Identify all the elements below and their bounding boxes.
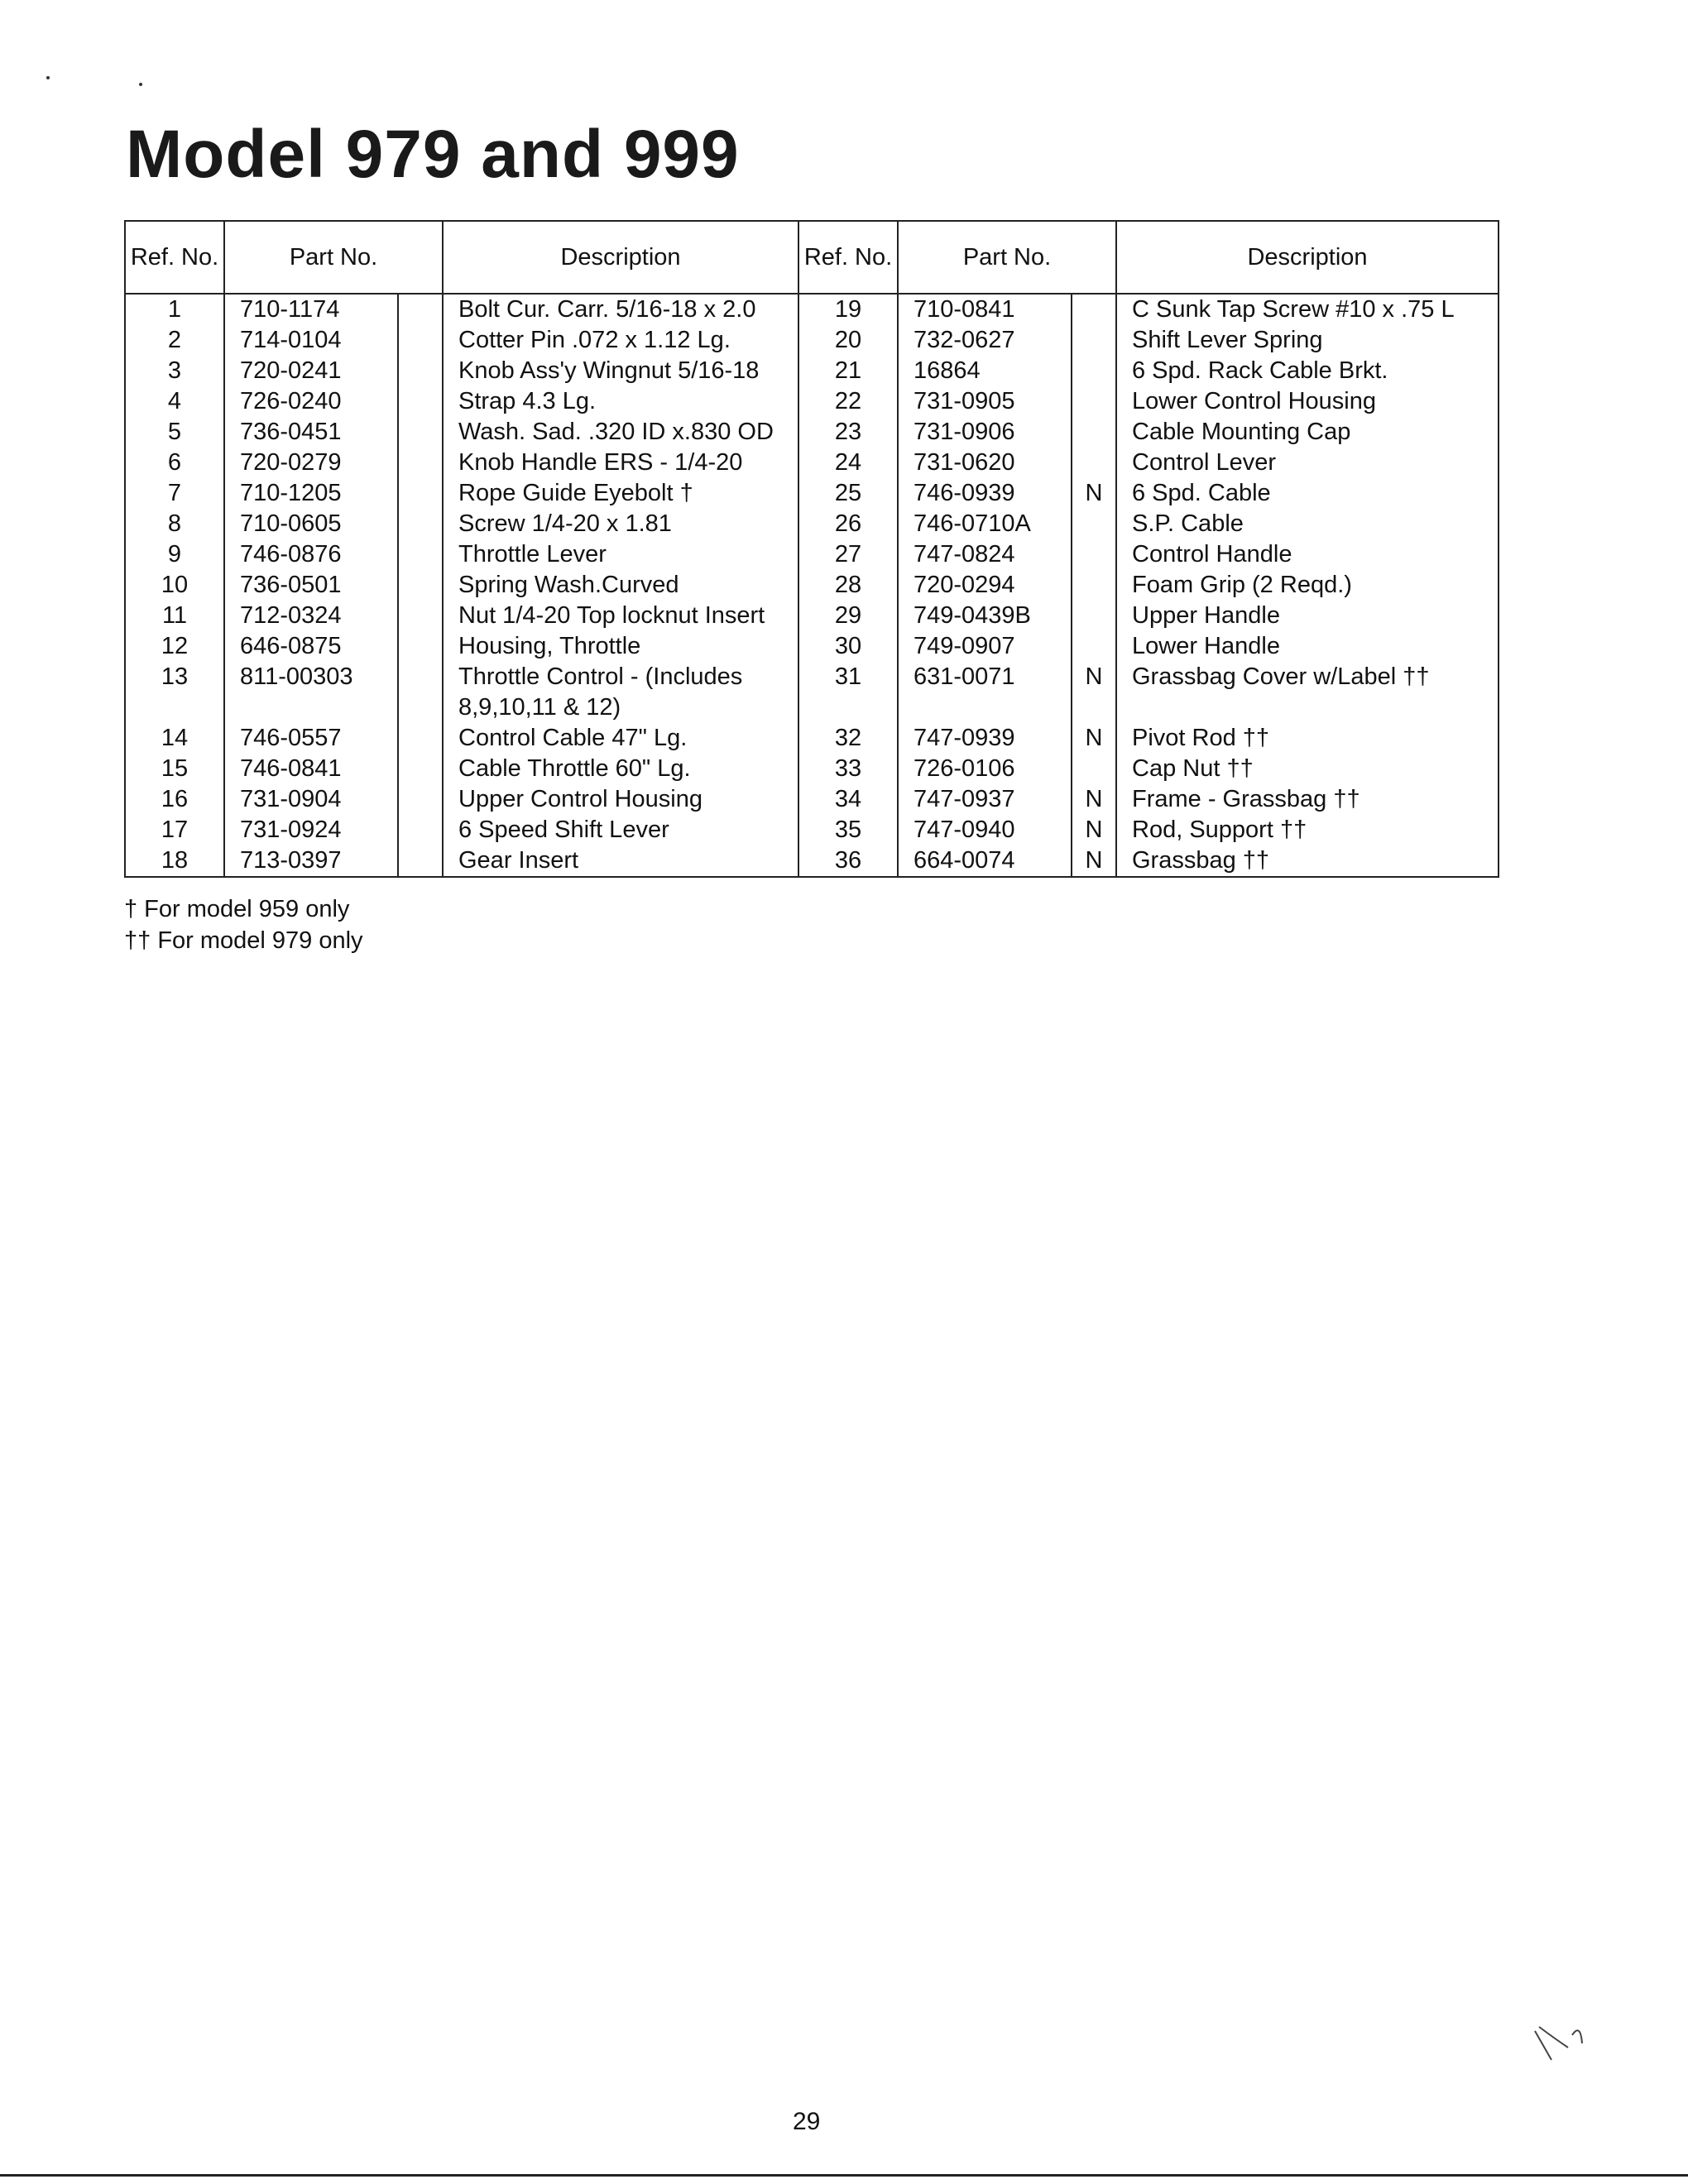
part-no-cell: 747-0937 [898, 784, 1072, 815]
new-part-flag-cell [398, 815, 443, 845]
part-no-cell: 720-0279 [224, 448, 398, 478]
description-cell: Lower Handle [1116, 631, 1499, 662]
description-cell: Grassbag †† [1116, 845, 1499, 877]
description-cell: Lower Control Housing [1116, 386, 1499, 417]
bottom-rule [0, 2174, 1688, 2177]
ref-no-cell: 16 [125, 784, 224, 815]
new-part-flag-cell [398, 448, 443, 478]
part-no-cell: 746-0710A [898, 509, 1072, 539]
new-part-flag-cell: N [1072, 662, 1116, 723]
table-row [125, 448, 1499, 478]
description-cell: 6 Spd. Rack Cable Brkt. [1116, 356, 1499, 386]
handwritten-mark [1531, 2019, 1597, 2076]
part-no-header: Part No. [898, 221, 1116, 294]
new-part-flag-cell [398, 539, 443, 570]
new-part-flag-cell [398, 662, 443, 723]
ref-no-cell: 34 [798, 784, 898, 815]
new-part-flag-cell [1072, 448, 1116, 478]
table-header-row [125, 221, 1499, 294]
ref-no-cell: 31 [798, 662, 898, 723]
ref-no-cell: 27 [798, 539, 898, 570]
table-row [125, 601, 1499, 631]
part-no-header: Part No. [224, 221, 443, 294]
ref-no-cell: 30 [798, 631, 898, 662]
part-no-cell: 714-0104 [224, 325, 398, 356]
description-cell [443, 784, 798, 815]
new-part-flag-cell [398, 601, 443, 631]
ref-no-cell: 14 [125, 723, 224, 754]
ref-no-cell: 23 [798, 417, 898, 448]
footnote-single-dagger: † For model 959 only [124, 896, 350, 922]
part-no-cell: 710-0605 [224, 509, 398, 539]
new-part-flag-cell [398, 417, 443, 448]
description-line: Nut 1/4-20 Top locknut Insert [458, 602, 765, 629]
description-cell: Control Handle [1116, 539, 1499, 570]
ref-no-cell: 33 [798, 754, 898, 784]
table-row [125, 845, 1499, 877]
description-cell: Cable Mounting Cap [1116, 417, 1499, 448]
description-cell: Grassbag Cover w/Label †† [1116, 662, 1499, 723]
new-part-flag-cell: N [1072, 815, 1116, 845]
part-no-cell: 726-0240 [224, 386, 398, 417]
ref-no-cell: 29 [798, 601, 898, 631]
part-no-cell: 16864 [898, 356, 1072, 386]
description-cell [443, 601, 798, 631]
new-part-flag-cell: N [1072, 784, 1116, 815]
part-no-cell: 710-1174 [224, 294, 398, 325]
ref-no-cell: 24 [798, 448, 898, 478]
ref-no-cell: 28 [798, 570, 898, 601]
description-cell: S.P. Cable [1116, 509, 1499, 539]
new-part-flag-cell [398, 325, 443, 356]
description-cell: Foam Grip (2 Reqd.) [1116, 570, 1499, 601]
parts-table [124, 220, 1499, 878]
description-line: Cable Throttle 60" Lg. [458, 755, 691, 782]
part-no-cell: 746-0841 [224, 754, 398, 784]
description-cell: Frame - Grassbag †† [1116, 784, 1499, 815]
new-part-flag-cell [1072, 417, 1116, 448]
new-part-flag-cell [398, 754, 443, 784]
description-cell [443, 386, 798, 417]
table-row [125, 570, 1499, 601]
description-line: Wash. Sad. .320 ID x.830 OD [458, 419, 774, 445]
part-no-cell: 713-0397 [224, 845, 398, 877]
part-no-cell: 710-0841 [898, 294, 1072, 325]
new-part-flag-cell [398, 294, 443, 325]
table-row [125, 631, 1499, 662]
description-cell: Upper Handle [1116, 601, 1499, 631]
table-row [125, 509, 1499, 539]
new-part-flag-cell [398, 631, 443, 662]
description-cell: Pivot Rod †† [1116, 723, 1499, 754]
ref-no-cell: 3 [125, 356, 224, 386]
new-part-flag-cell [1072, 325, 1116, 356]
description-cell [443, 325, 798, 356]
part-no-cell: 731-0906 [898, 417, 1072, 448]
description-line-continued: 8,9,10,11 & 12) [458, 694, 621, 721]
new-part-flag-cell [1072, 509, 1116, 539]
description-line: Gear Insert [458, 847, 579, 874]
description-line: Rope Guide Eyebolt † [458, 480, 693, 506]
ref-no-header: Ref. No. [125, 221, 224, 294]
part-no-cell: 749-0439B [898, 601, 1072, 631]
new-part-flag-cell [398, 356, 443, 386]
part-no-cell: 747-0824 [898, 539, 1072, 570]
description-cell: Rod, Support †† [1116, 815, 1499, 845]
ref-no-cell: 20 [798, 325, 898, 356]
description-line: Throttle Lever [458, 541, 607, 568]
footnotes [124, 893, 363, 956]
description-line: Screw 1/4-20 x 1.81 [458, 510, 672, 537]
new-part-flag-cell [398, 478, 443, 509]
part-no-cell: 732-0627 [898, 325, 1072, 356]
ref-no-cell: 21 [798, 356, 898, 386]
table-row [125, 417, 1499, 448]
table-row [125, 325, 1499, 356]
ref-no-cell: 18 [125, 845, 224, 877]
page-number: 29 [793, 2108, 821, 2135]
ref-no-cell: 36 [798, 845, 898, 877]
table-row [125, 784, 1499, 815]
ref-no-cell: 8 [125, 509, 224, 539]
description-line: Throttle Control - (Includes [458, 663, 743, 690]
table-row [125, 815, 1499, 845]
description-cell [443, 570, 798, 601]
description-line: Cotter Pin .072 x 1.12 Lg. [458, 327, 731, 353]
new-part-flag-cell [1072, 754, 1116, 784]
table-row [125, 478, 1499, 509]
part-no-cell: 731-0620 [898, 448, 1072, 478]
new-part-flag-cell [1072, 356, 1116, 386]
part-no-cell: 731-0904 [224, 784, 398, 815]
description-line: Upper Control Housing [458, 786, 703, 812]
ref-no-cell: 6 [125, 448, 224, 478]
new-part-flag-cell: N [1072, 723, 1116, 754]
part-no-cell: 726-0106 [898, 754, 1072, 784]
new-part-flag-cell: N [1072, 478, 1116, 509]
description-line: 6 Speed Shift Lever [458, 817, 669, 843]
description-header: Description [443, 221, 798, 294]
description-line: Knob Ass'y Wingnut 5/16-18 [458, 357, 760, 384]
ref-no-cell: 1 [125, 294, 224, 325]
ref-no-cell: 19 [798, 294, 898, 325]
table-row [125, 294, 1499, 325]
footnote-double-dagger: †† For model 979 only [124, 927, 363, 954]
table-row [125, 539, 1499, 570]
new-part-flag-cell [398, 570, 443, 601]
part-no-cell: 710-1205 [224, 478, 398, 509]
part-no-cell: 720-0241 [224, 356, 398, 386]
description-header: Description [1116, 221, 1499, 294]
scan-speck [46, 76, 50, 79]
new-part-flag-cell [398, 386, 443, 417]
table-row [125, 356, 1499, 386]
description-line: Spring Wash.Curved [458, 572, 679, 598]
new-part-flag-cell [1072, 631, 1116, 662]
description-cell: Control Lever [1116, 448, 1499, 478]
new-part-flag-cell [398, 509, 443, 539]
part-no-cell: 746-0876 [224, 539, 398, 570]
ref-no-cell: 11 [125, 601, 224, 631]
new-part-flag-cell: N [1072, 845, 1116, 877]
part-no-cell: 664-0074 [898, 845, 1072, 877]
table-row [125, 662, 1499, 723]
description-cell [443, 509, 798, 539]
new-part-flag-cell [1072, 539, 1116, 570]
description-line: Knob Handle ERS - 1/4-20 [458, 449, 743, 476]
new-part-flag-cell [1072, 294, 1116, 325]
description-line: Housing, Throttle [458, 633, 641, 659]
ref-no-cell: 22 [798, 386, 898, 417]
description-cell [443, 845, 798, 877]
description-cell [443, 448, 798, 478]
part-no-cell: 747-0939 [898, 723, 1072, 754]
ref-no-cell: 26 [798, 509, 898, 539]
part-no-cell: 631-0071 [898, 662, 1072, 723]
table-row [125, 723, 1499, 754]
description-cell: Cap Nut †† [1116, 754, 1499, 784]
description-cell: C Sunk Tap Screw #10 x .75 L [1116, 294, 1499, 325]
description-cell [443, 631, 798, 662]
new-part-flag-cell [398, 784, 443, 815]
description-cell: Shift Lever Spring [1116, 325, 1499, 356]
ref-no-cell: 13 [125, 662, 224, 723]
ref-no-header: Ref. No. [798, 221, 898, 294]
part-no-cell: 731-0924 [224, 815, 398, 845]
description-cell [443, 723, 798, 754]
ref-no-cell: 25 [798, 478, 898, 509]
part-no-cell: 736-0501 [224, 570, 398, 601]
description-cell [443, 294, 798, 325]
ref-no-cell: 4 [125, 386, 224, 417]
part-no-cell: 747-0940 [898, 815, 1072, 845]
new-part-flag-cell [1072, 386, 1116, 417]
part-no-cell: 749-0907 [898, 631, 1072, 662]
description-cell: 6 Spd. Cable [1116, 478, 1499, 509]
ref-no-cell: 12 [125, 631, 224, 662]
part-no-cell: 712-0324 [224, 601, 398, 631]
table-row [125, 754, 1499, 784]
ref-no-cell: 15 [125, 754, 224, 784]
new-part-flag-cell [1072, 570, 1116, 601]
ref-no-cell: 5 [125, 417, 224, 448]
ref-no-cell: 10 [125, 570, 224, 601]
table-row [125, 386, 1499, 417]
ref-no-cell: 9 [125, 539, 224, 570]
part-no-cell: 746-0939 [898, 478, 1072, 509]
part-no-cell: 646-0875 [224, 631, 398, 662]
new-part-flag-cell [1072, 601, 1116, 631]
description-cell [443, 478, 798, 509]
description-line: Control Cable 47" Lg. [458, 725, 688, 751]
description-cell [443, 662, 798, 723]
part-no-cell: 731-0905 [898, 386, 1072, 417]
ref-no-cell: 35 [798, 815, 898, 845]
ref-no-cell: 7 [125, 478, 224, 509]
description-cell [443, 417, 798, 448]
description-line: Bolt Cur. Carr. 5/16-18 x 2.0 [458, 296, 756, 323]
description-cell [443, 539, 798, 570]
part-no-cell: 736-0451 [224, 417, 398, 448]
parts-table-body [125, 294, 1499, 877]
ref-no-cell: 17 [125, 815, 224, 845]
part-no-cell: 746-0557 [224, 723, 398, 754]
ref-no-cell: 32 [798, 723, 898, 754]
description-cell [443, 754, 798, 784]
new-part-flag-cell [398, 845, 443, 877]
part-no-cell: 811-00303 [224, 662, 398, 723]
description-cell [443, 815, 798, 845]
part-no-cell: 720-0294 [898, 570, 1072, 601]
new-part-flag-cell [398, 723, 443, 754]
description-cell [443, 356, 798, 386]
page-title: Model 979 and 999 [126, 117, 740, 192]
scan-speck [139, 83, 142, 86]
description-line: Strap 4.3 Lg. [458, 388, 597, 414]
ref-no-cell: 2 [125, 325, 224, 356]
